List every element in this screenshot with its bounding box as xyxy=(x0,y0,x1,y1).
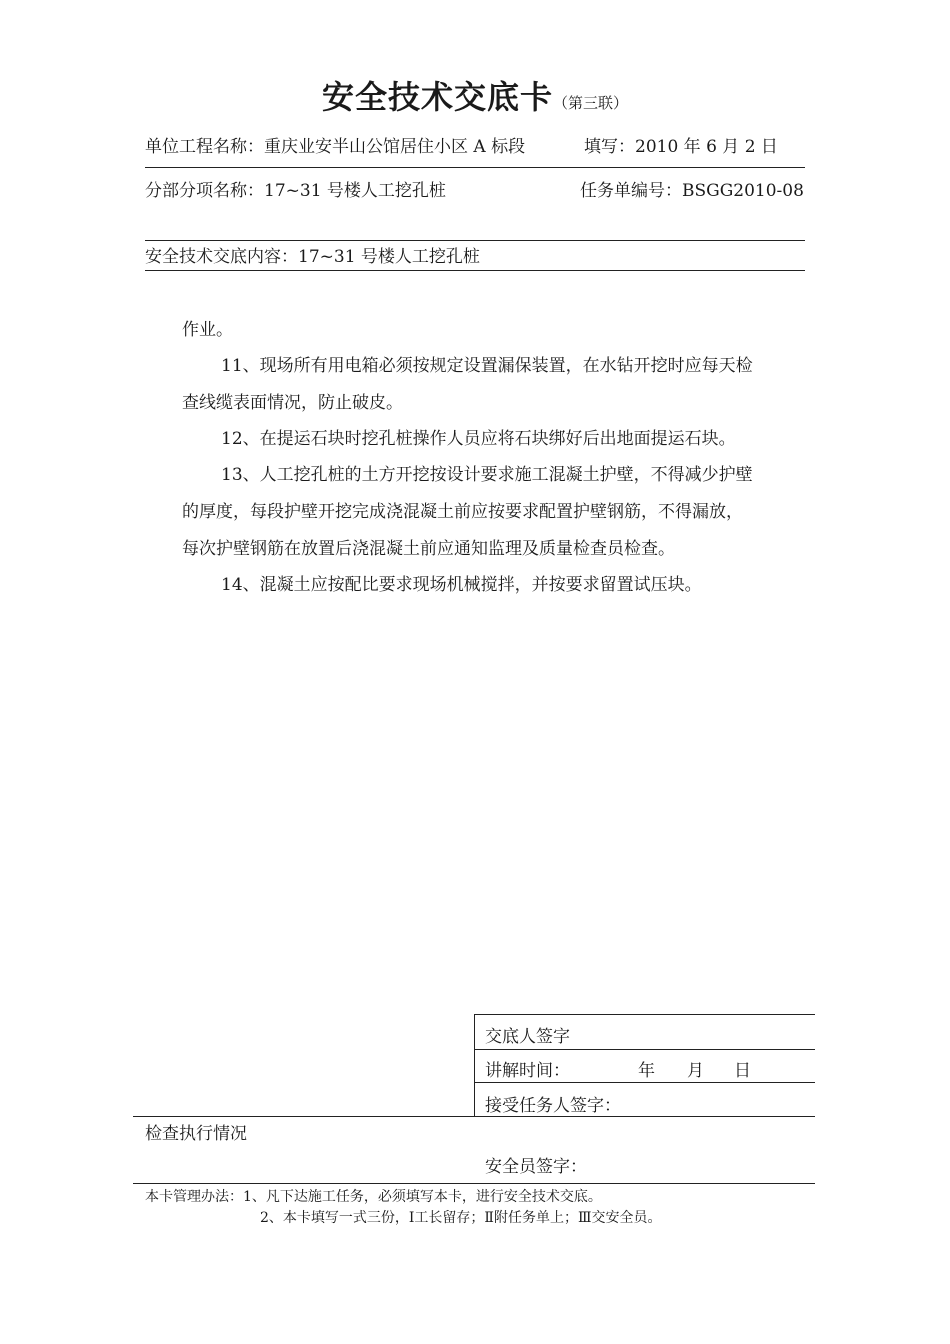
content-line: 每次护壁钢筋在放置后浇混凝土前应通知监理及质量检查员检查。 xyxy=(182,539,675,559)
check-execution-label: 检查执行情况 xyxy=(145,1124,247,1144)
month-label: 月 xyxy=(687,1061,704,1081)
content-line: 11、现场所有用电箱必须按规定设置漏保装置，在水钻开挖时应每天检 xyxy=(221,356,753,376)
receiver-signature-label: 接受任务人签字： xyxy=(485,1096,621,1116)
management-rule-line-2: 2、本卡填写一式三份，Ⅰ工长留存；Ⅱ附任务单上；Ⅲ交安全员。 xyxy=(260,1210,662,1226)
page-title-block xyxy=(0,72,950,118)
divider xyxy=(145,240,805,241)
lecture-time-label: 讲解时间： xyxy=(485,1061,570,1081)
content-line: 14、混凝土应按配比要求现场机械搅拌，并按要求留置试压块。 xyxy=(221,575,702,595)
box-bottom-border xyxy=(133,1116,815,1117)
unit-project-name: 单位工程名称：重庆业安半山公馆居住小区 A 标段 xyxy=(145,137,526,157)
content-line: 作业。 xyxy=(182,320,233,340)
fill-date: 填写：2010 年 6 月 2 日 xyxy=(584,137,778,157)
page-subtitle: （第三联） xyxy=(553,94,629,112)
year-label: 年 xyxy=(638,1061,655,1081)
footer-divider xyxy=(133,1183,815,1184)
day-label: 日 xyxy=(734,1061,751,1081)
task-number: 任务单编号：BSGG2010-08 xyxy=(580,181,804,201)
box-top-border xyxy=(474,1014,815,1015)
sub-project-name: 分部分项名称：17~31 号楼人工挖孔桩 xyxy=(145,181,446,201)
box-left-border xyxy=(474,1014,475,1116)
box-row-divider xyxy=(474,1082,815,1083)
content-label: 安全技术交底内容：17~31 号楼人工挖孔桩 xyxy=(145,247,480,267)
management-rule-line-1: 本卡管理办法：1、凡下达施工任务，必须填写本卡，进行安全技术交底。 xyxy=(145,1189,602,1205)
content-line: 的厚度，每段护壁开挖完成浇混凝土前应按要求配置护壁钢筋，不得漏放， xyxy=(182,502,743,522)
divider xyxy=(145,167,805,168)
divider xyxy=(145,270,805,271)
content-line: 13、人工挖孔桩的土方开挖按设计要求施工混凝土护壁，不得减少护壁 xyxy=(221,465,753,485)
content-line: 12、在提运石块时挖孔桩操作人员应将石块绑好后出地面提运石块。 xyxy=(221,429,736,449)
box-row-divider xyxy=(474,1049,815,1050)
page-title: 安全技术交底卡 xyxy=(321,78,553,116)
discloser-signature-label: 交底人签字 xyxy=(485,1027,570,1047)
content-line: 查线缆表面情况，防止破皮。 xyxy=(182,393,403,413)
safety-officer-signature-label: 安全员签字： xyxy=(485,1157,587,1177)
